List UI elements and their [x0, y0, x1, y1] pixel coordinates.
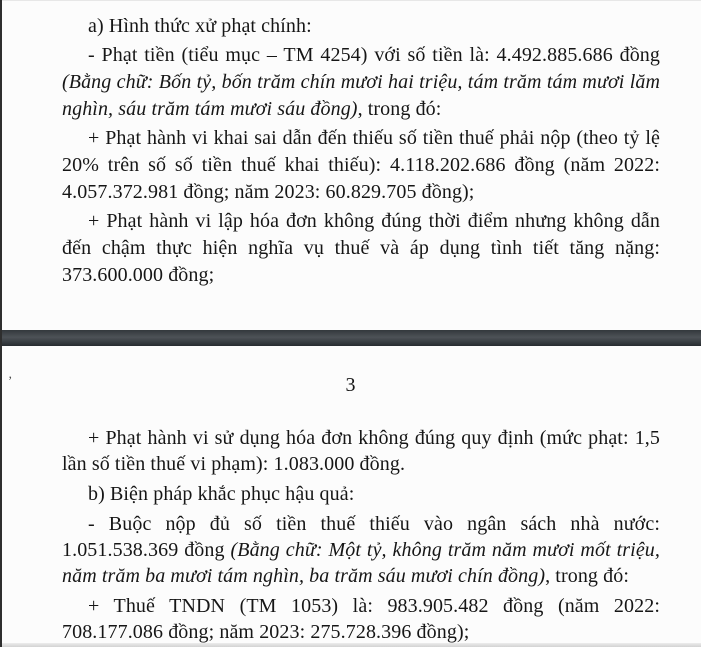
paragraph-remedy-heading: b) Biện pháp khắc phục hậu quả: — [88, 483, 355, 505]
scan-edge-bottom — [0, 643, 701, 647]
text-run-amount-in-words: (Bằng chữ: Một tỷ, không trăm năm mươi mốt triệu, năm trăm ba mươi tám nghìn, ba trăm sáu mươi chín đồng) — [62, 539, 660, 587]
paragraph-tax-arrears-total — [62, 511, 660, 589]
text-run-regular: - Buộc nộp đủ số tiền thuế thiếu vào ngân sách nhà nước: 1.051.538.369 đồng — [62, 513, 660, 561]
page-number: 3 — [345, 374, 356, 396]
text-run-amount-in-words: (Bằng chữ: Bốn tỷ, bốn trăm chín mươi hai triệu, tám trăm tám mươi lăm nghìn, sáu trăm tám mươi sáu đồng) — [62, 71, 660, 120]
text-run-regular: - Phạt tiền (tiểu mục – TM 4254) với số tiền là: 4.492.885.686 đồng — [88, 44, 660, 66]
page-break-band — [0, 330, 701, 346]
paragraph-cit-tax-detail: + Thuế TNDN (TM 1053) là: 983.905.482 đồng (năm 2022: 708.177.086 đồng; năm 2023: 275.728.396 đồng); — [62, 595, 660, 643]
paragraph-fine-total — [62, 42, 660, 123]
paragraph-sanction-heading: a) Hình thức xử phạt chính: — [88, 15, 312, 37]
document-page-lower — [0, 346, 701, 644]
text-run-regular: , trong đó: — [357, 98, 442, 120]
paragraph-underdeclaration-fine: + Phạt hành vi khai sai dẫn đến thiếu số tiền thuế phải nộp (theo tỷ lệ 20% trên số số tiền thuế khai thiếu): 4.118.202.686 đồng (năm 2022: 4.057.372.981 đồng; năm 2023: 60.829.705 đồng); — [62, 127, 660, 203]
paragraph-invoice-timing-fine: + Phạt hành vi lập hóa đơn không đúng thời điểm nhưng không dẫn đến chậm thực hiện nghĩa vụ thuế và áp dụng tình tiết tăng nặng: 373.600.000 đồng; — [62, 210, 660, 286]
scan-artifact-mark: ’ — [8, 373, 13, 388]
scan-edge-top — [0, 0, 701, 1]
paragraph-invoice-misuse-fine: + Phạt hành vi sử dụng hóa đơn không đúng quy định (mức phạt: 1,5 lần số tiền thuế vi phạm): 1.083.000 đồng. — [62, 427, 660, 475]
text-run-regular: , trong đó: — [545, 565, 629, 587]
scan-edge-left — [0, 0, 2, 647]
